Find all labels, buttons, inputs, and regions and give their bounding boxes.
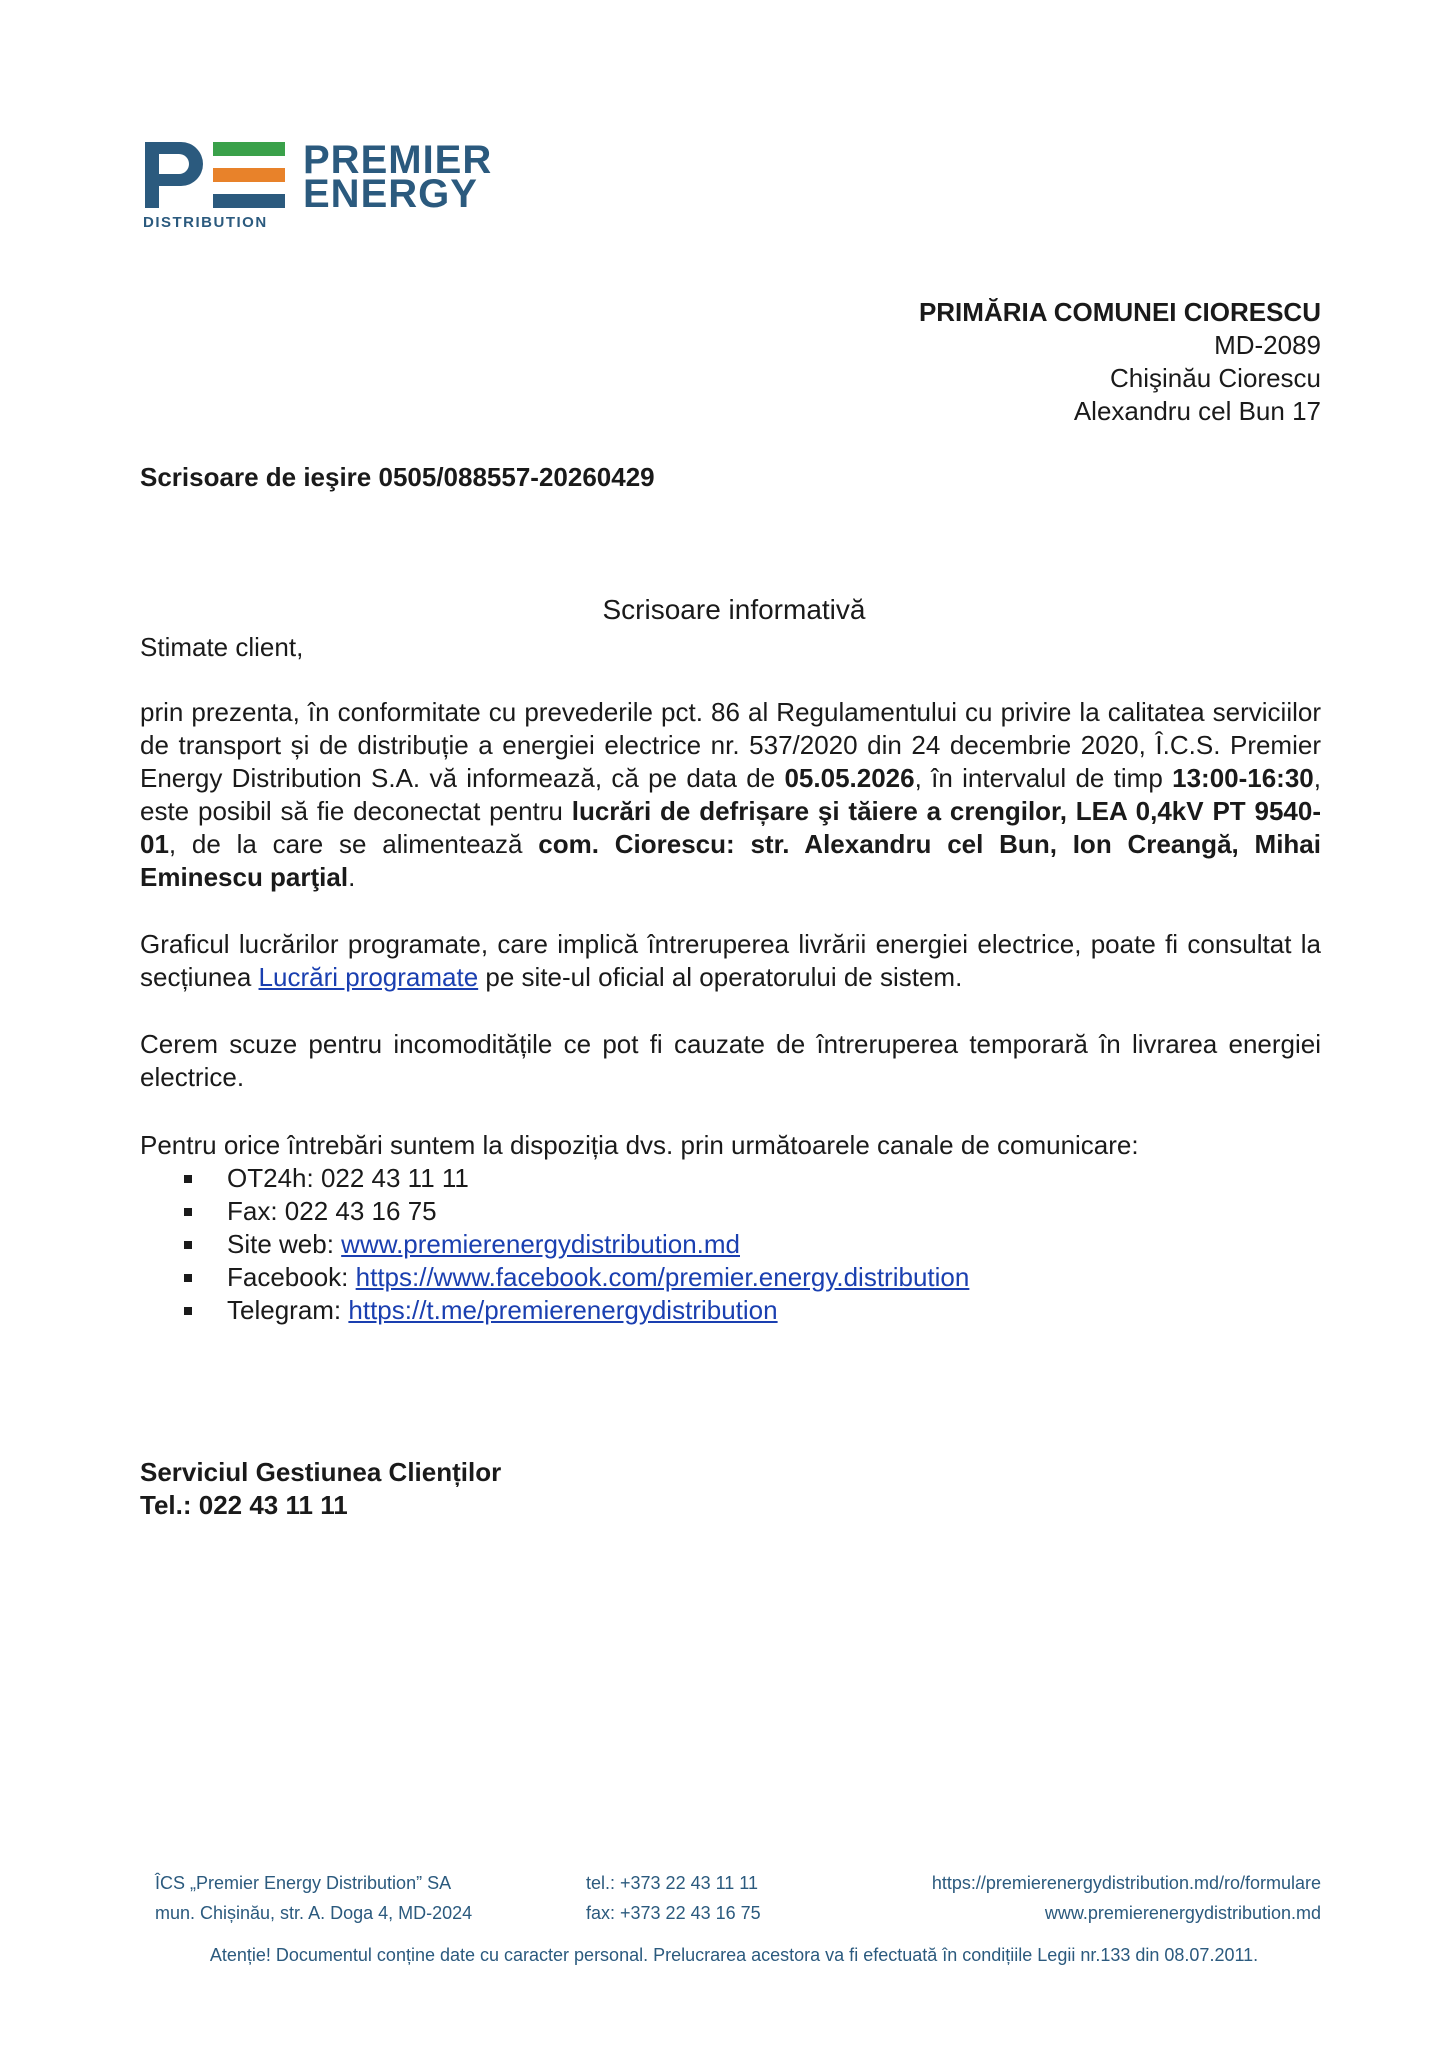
- bullet-icon: [184, 1241, 192, 1249]
- affected-area: com. Ciorescu: str. Alexandru cel Bun, Ion Creangă, Mihai Eminescu parţial: [140, 829, 1321, 892]
- bullet-icon: [184, 1208, 192, 1216]
- contact-label: OT24h:: [227, 1163, 321, 1193]
- bullet-icon: [184, 1307, 192, 1315]
- contact-item: [140, 1294, 1321, 1327]
- logo-mark-icon: [141, 138, 291, 210]
- notice-text-5: .: [348, 862, 356, 892]
- contact-link[interactable]: https://t.me/premierenergydistribution: [348, 1295, 778, 1325]
- contacts-intro: Pentru orice întrebări suntem la dispoziția dvs. prin următoarele canale de comunicare:: [140, 1130, 1139, 1160]
- contacts-list: [140, 1162, 1321, 1327]
- notice-text-3: , este posibil să fie deconectat pentru: [140, 763, 1321, 826]
- contact-label: Fax:: [227, 1196, 285, 1226]
- contact-label: Facebook:: [227, 1262, 356, 1292]
- footer-site-url[interactable]: www.premierenergydistribution.md: [1044, 1903, 1321, 1923]
- footer-forms-url[interactable]: https://premierenergydistribution.md/ro/formulare: [931, 1873, 1321, 1893]
- paragraph-schedule: [140, 928, 1321, 994]
- paragraph-contacts: [140, 1129, 1321, 1327]
- signature: [140, 1456, 501, 1522]
- contact-item: [140, 1228, 1321, 1261]
- signature-phone: Tel.: 022 43 11 11: [140, 1490, 348, 1520]
- works-description: lucrări de defrișare şi tăiere a crengilor, LEA 0,4kV PT 9540-01: [140, 796, 1321, 859]
- signature-department: Serviciul Gestiunea Clienților: [140, 1457, 502, 1487]
- document-title: Scrisoare informativă: [602, 594, 866, 625]
- contact-label: Telegram:: [227, 1295, 349, 1325]
- recipient-city: Chişinău Ciorescu: [1110, 363, 1321, 393]
- letter-reference: Scrisoare de ieşire 0505/088557-20260429: [140, 462, 655, 492]
- recipient-street: Alexandru cel Bun 17: [1073, 396, 1321, 426]
- notice-text-2: , în intervalul de timp: [914, 763, 1173, 793]
- contact-link[interactable]: https://www.facebook.com/premier.energy.distribution: [355, 1262, 970, 1292]
- notice-text-1: prin prezenta, în conformitate cu prevederile pct. 86 al Regulamentului cu privire la calitatea serviciilor de transport și de distribuție a energiei electrice nr. 537/2020 din 24 decembrie 2020, Î.C.S. Premier Energy Distribution S.A. vă informează, că pe data de: [140, 697, 1321, 793]
- logo-subtitle: DISTRIBUTION: [143, 214, 268, 231]
- footer-company: [155, 1868, 472, 1928]
- contact-item: [140, 1261, 1321, 1294]
- footer-company-name: ÎCS „Premier Energy Distribution” SA: [155, 1873, 452, 1893]
- recipient-name: PRIMĂRIA COMUNEI CIORESCU: [918, 297, 1321, 327]
- footer-privacy-note: Atenție! Documentul conține date cu caracter personal. Prelucrarea acestora va fi efectuată în condițiile Legii nr.133 din 08.07.2011.: [209, 1945, 1259, 1965]
- contact-link[interactable]: www.premierenergydistribution.md: [341, 1229, 740, 1259]
- footer-web: [932, 1868, 1321, 1928]
- recipient-address: [919, 296, 1321, 428]
- logo-word-premier: PREMIER: [303, 138, 493, 182]
- company-logo: [141, 138, 521, 238]
- outage-interval: 13:00-16:30: [1172, 763, 1314, 793]
- footer-phones: [586, 1868, 761, 1928]
- outage-date: 05.05.2026: [784, 763, 915, 793]
- footer-company-address: mun. Chișinău, str. A. Doga 4, MD-2024: [155, 1903, 473, 1923]
- contact-item: [140, 1195, 1321, 1228]
- bullet-icon: [184, 1274, 192, 1282]
- contact-label: Site web:: [227, 1229, 342, 1259]
- scheduled-works-link[interactable]: Lucrări programate: [258, 962, 479, 992]
- greeting: Stimate client,: [140, 632, 304, 662]
- schedule-text-2: pe site-ul oficial al operatorului de sistem.: [478, 962, 963, 992]
- paragraph-notice: [140, 696, 1321, 894]
- schedule-text-1: Graficul lucrărilor programate, care implică întreruperea livrării energiei electrice, poate fi consultat la secțiunea: [140, 929, 1321, 992]
- footer-fax: fax: +373 22 43 16 75: [586, 1903, 761, 1923]
- footer-tel: tel.: +373 22 43 11 11: [586, 1873, 758, 1893]
- notice-text-4: , de la care se alimentează: [168, 829, 539, 859]
- contact-value: 022 43 16 75: [284, 1196, 437, 1226]
- bullet-icon: [184, 1175, 192, 1183]
- paragraph-apology: Cerem scuze pentru incomoditățile ce pot fi cauzate de întreruperea temporară în livrarea energiei electrice.: [140, 1029, 1321, 1092]
- contact-value: 022 43 11 11: [320, 1163, 469, 1193]
- recipient-postal: MD-2089: [1214, 330, 1321, 360]
- contact-item: [140, 1162, 1321, 1195]
- logo-word-energy: ENERGY: [303, 172, 478, 216]
